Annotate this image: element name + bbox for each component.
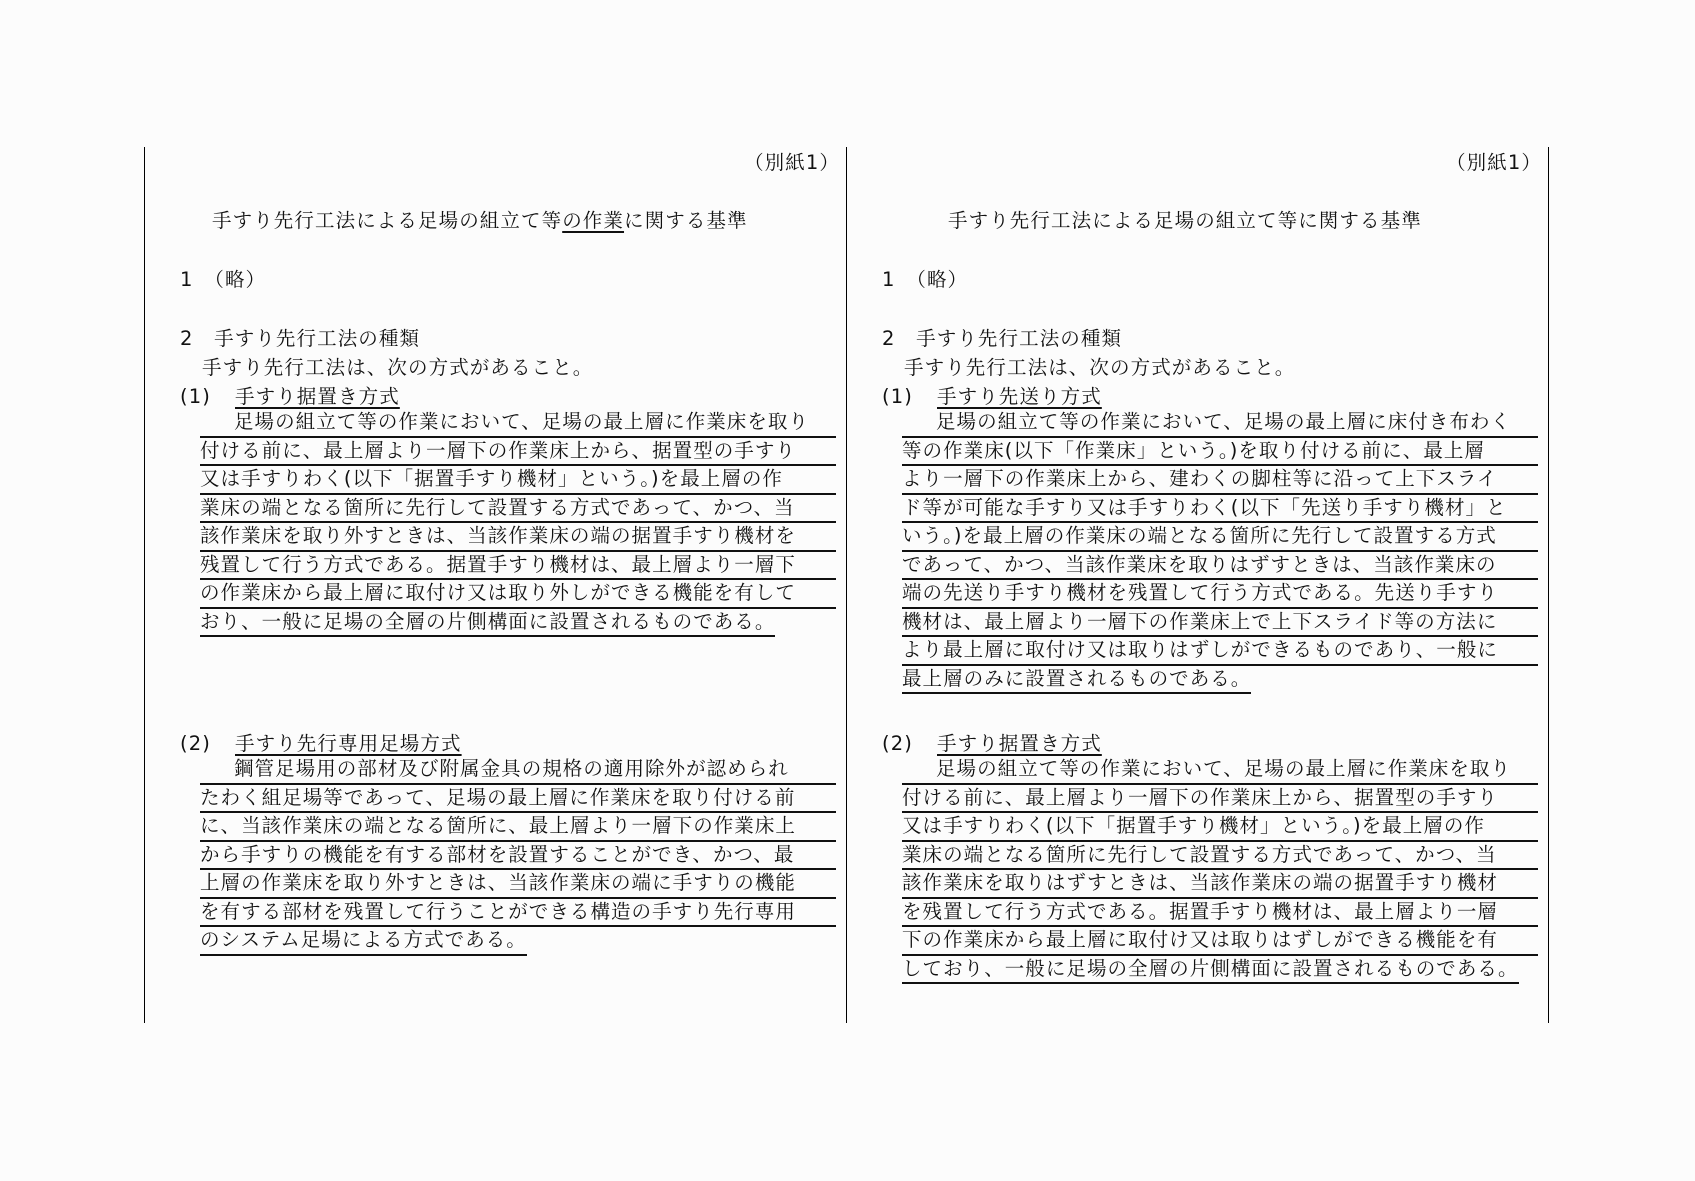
- paragraph-line: 等の作業床(以下「作業床」という。)を取り付ける前に、最上層: [902, 438, 1538, 467]
- paragraph-line: 業床の端となる箇所に先行して設置する方式であって、かつ、当: [200, 495, 836, 524]
- item-2-heading: 手すり先行専用足場方式: [235, 732, 462, 755]
- document-title: [212, 210, 748, 232]
- paragraph-line: 又は手すりわく(以下「据置手すり機材」という。)を最上層の作: [200, 466, 836, 495]
- paragraph-line: から手すりの機能を有する部材を設置することができ、かつ、最: [200, 842, 836, 871]
- paragraph-line: いう。)を最上層の作業床の端となる箇所に先行して設置する方式: [902, 523, 1538, 552]
- paragraph-line: 機材は、最上層より一層下の作業床上で上下スライド等の方法に: [902, 609, 1538, 638]
- paragraph-line: 付ける前に、最上層より一層下の作業床上から、据置型の手すり: [902, 785, 1538, 814]
- paragraph-line: のシステム足場による方式である。: [200, 927, 527, 956]
- paragraph-line: たわく組足場等であって、足場の最上層に作業床を取り付ける前: [200, 785, 836, 814]
- paragraph-line: 下の作業床から最上層に取付け又は取りはずしができる機能を有: [902, 927, 1538, 956]
- paragraph-line: 付ける前に、最上層より一層下の作業床上から、据置型の手すり: [200, 438, 836, 467]
- item-1-heading: 手すり先送り方式: [937, 385, 1102, 408]
- item-1-paragraph: [902, 409, 1538, 694]
- section-2-heading: 2 手すり先行工法の種類: [180, 327, 421, 350]
- paragraph-line: 最上層のみに設置されるものである。: [902, 666, 1251, 695]
- paragraph-line: 足場の組立て等の作業において、足場の最上層に床付き布わく: [902, 409, 1538, 438]
- section-1: 1 （略）: [180, 268, 267, 291]
- document-title: 手すり先行工法による足場の組立て等に関する基準: [948, 209, 1422, 232]
- paragraph-line: を有する部材を残置して行うことができる構造の手すり先行専用: [200, 899, 836, 928]
- paragraph-line: ド等が可能な手すり又は手すりわく(以下「先送り手すり機材」と: [902, 495, 1538, 524]
- annex-label: （別紙1）: [1446, 151, 1542, 174]
- item-2-number: (2): [882, 732, 913, 755]
- title-underlined-text: の作業: [562, 209, 625, 232]
- item-1-heading: 手すり据置き方式: [235, 385, 400, 408]
- paragraph-line: 残置して行う方式である。据置手すり機材は、最上層より一層下: [200, 552, 836, 581]
- paragraph-line: であって、かつ、当該作業床を取りはずすときは、当該作業床の: [902, 552, 1538, 581]
- paragraph-line: 端の先送り手すり機材を残置して行う方式である。先送り手すり: [902, 580, 1538, 609]
- right-border-line: [1548, 147, 1549, 1023]
- paragraph-line: より最上層に取付け又は取りはずしができるものであり、一般に: [902, 637, 1538, 666]
- title-text-end: に関する基準: [624, 209, 748, 232]
- paragraph-line: の作業床から最上層に取付け又は取り外しができる機能を有して: [200, 580, 836, 609]
- left-column: [180, 147, 840, 1023]
- paragraph-line: 足場の組立て等の作業において、足場の最上層に作業床を取り: [902, 756, 1538, 785]
- item-2-number: (2): [180, 732, 211, 755]
- title-text: 手すり先行工法による足場の組立て等: [212, 209, 563, 232]
- paragraph-line: 業床の端となる箇所に先行して設置する方式であって、かつ、当: [902, 842, 1538, 871]
- section-2-intro: 手すり先行工法は、次の方式があること。: [202, 356, 594, 379]
- paragraph-line: より一層下の作業床上から、建わくの脚柱等に沿って上下スライ: [902, 466, 1538, 495]
- item-1-number: (1): [180, 385, 211, 408]
- paragraph-line: 又は手すりわく(以下「据置手すり機材」という。)を最上層の作: [902, 813, 1538, 842]
- left-border-line: [144, 147, 145, 1023]
- item-1-number: (1): [882, 385, 913, 408]
- paragraph-line: おり、一般に足場の全層の片側構面に設置されるものである。: [200, 609, 775, 638]
- paragraph-line: しており、一般に足場の全層の片側構面に設置されるものである。: [902, 956, 1519, 985]
- annex-label: （別紙1）: [744, 151, 840, 174]
- right-column: [882, 147, 1542, 1023]
- paragraph-line: 鋼管足場用の部材及び附属金具の規格の適用除外が認められ: [200, 756, 836, 785]
- paragraph-line: に、当該作業床の端となる箇所に、最上層より一層下の作業床上: [200, 813, 836, 842]
- paragraph-line: を残置して行う方式である。据置手すり機材は、最上層より一層: [902, 899, 1538, 928]
- center-divider-line: [846, 147, 847, 1023]
- paragraph-line: 該作業床を取り外すときは、当該作業床の端の据置手すり機材を: [200, 523, 836, 552]
- section-1: 1 （略）: [882, 268, 969, 291]
- item-2-paragraph: [200, 756, 836, 956]
- item-1-paragraph: [200, 409, 836, 637]
- paragraph-line: 該作業床を取りはずすときは、当該作業床の端の据置手すり機材: [902, 870, 1538, 899]
- item-2-heading: 手すり据置き方式: [937, 732, 1102, 755]
- section-2-heading: 2 手すり先行工法の種類: [882, 327, 1123, 350]
- paragraph-line: 足場の組立て等の作業において、足場の最上層に作業床を取り: [200, 409, 836, 438]
- item-2-paragraph: [902, 756, 1538, 984]
- paragraph-line: 上層の作業床を取り外すときは、当該作業床の端に手すりの機能: [200, 870, 836, 899]
- section-2-intro: 手すり先行工法は、次の方式があること。: [904, 356, 1296, 379]
